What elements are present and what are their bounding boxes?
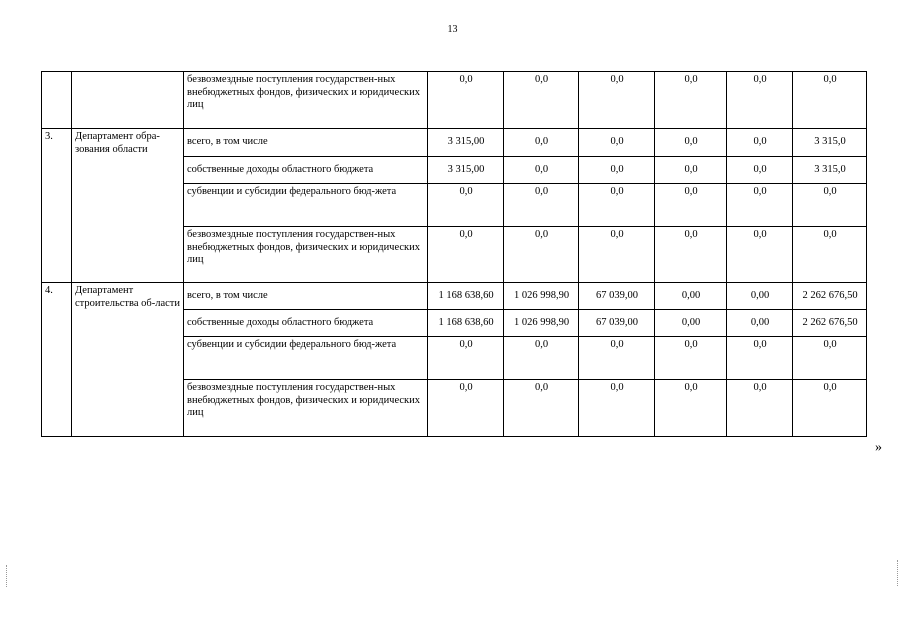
value-cell: 3 315,0 (793, 129, 867, 157)
value-cell: 0,0 (727, 129, 793, 157)
value-cell: 2 262 676,50 (793, 283, 867, 310)
value-cell: 0,0 (793, 227, 867, 283)
table-row (42, 72, 867, 129)
value-cell: 0,0 (727, 184, 793, 227)
source-cell: субвенции и субсидии федерального бюд-жета (184, 337, 428, 380)
table-row (42, 129, 867, 157)
value-cell: 0,0 (655, 184, 727, 227)
value-cell: 0,0 (579, 72, 655, 129)
value-cell: 0,0 (655, 72, 727, 129)
value-cell: 0,00 (727, 283, 793, 310)
index-cell: 3. (42, 129, 72, 283)
value-cell: 0,0 (727, 337, 793, 380)
value-cell: 0,0 (504, 380, 579, 437)
value-cell: 0,00 (655, 310, 727, 337)
closing-quote: » (875, 440, 882, 455)
value-cell: 67 039,00 (579, 310, 655, 337)
source-cell: безвозмездные поступления государствен-ных внебюджетных фондов, физических и юридических лиц (184, 227, 428, 283)
value-cell: 1 026 998,90 (504, 310, 579, 337)
source-cell: безвозмездные поступления государствен-ных внебюджетных фондов, физических и юридических лиц (184, 72, 428, 129)
value-cell: 0,0 (504, 157, 579, 184)
scan-edge-right (897, 560, 899, 586)
scan-edge-left (6, 565, 8, 587)
value-cell: 0,00 (727, 310, 793, 337)
value-cell: 0,0 (428, 380, 504, 437)
source-cell: собственные доходы областного бюджета (184, 310, 428, 337)
source-cell: безвозмездные поступления государствен-ных внебюджетных фондов, физических и юридических лиц (184, 380, 428, 437)
page-number: 13 (447, 24, 458, 35)
value-cell: 0,0 (727, 380, 793, 437)
value-cell: 0,0 (579, 184, 655, 227)
value-cell: 1 168 638,60 (428, 310, 504, 337)
value-cell: 3 315,00 (428, 129, 504, 157)
value-cell: 0,0 (655, 337, 727, 380)
value-cell: 0,0 (579, 337, 655, 380)
value-cell: 3 315,00 (428, 157, 504, 184)
value-cell: 3 315,0 (793, 157, 867, 184)
value-cell: 0,0 (727, 72, 793, 129)
index-cell: 4. (42, 283, 72, 437)
value-cell: 0,00 (655, 283, 727, 310)
department-cell: Департамент обра-зования области (72, 129, 184, 283)
value-cell: 0,0 (655, 157, 727, 184)
value-cell: 0,0 (793, 380, 867, 437)
value-cell: 0,0 (655, 380, 727, 437)
source-cell: всего, в том числе (184, 283, 428, 310)
value-cell: 1 026 998,90 (504, 283, 579, 310)
value-cell: 67 039,00 (579, 283, 655, 310)
value-cell: 0,0 (428, 337, 504, 380)
value-cell: 0,0 (655, 129, 727, 157)
value-cell: 0,0 (428, 227, 504, 283)
department-cell: Департамент строительства об-ласти (72, 283, 184, 437)
value-cell: 0,0 (504, 129, 579, 157)
value-cell: 0,0 (579, 380, 655, 437)
value-cell: 0,0 (655, 227, 727, 283)
value-cell: 0,0 (428, 184, 504, 227)
source-cell: субвенции и субсидии федерального бюд-жета (184, 184, 428, 227)
department-cell (72, 72, 184, 129)
value-cell: 2 262 676,50 (793, 310, 867, 337)
value-cell: 0,0 (579, 129, 655, 157)
index-cell (42, 72, 72, 129)
value-cell: 0,0 (579, 157, 655, 184)
value-cell: 0,0 (793, 337, 867, 380)
value-cell: 0,0 (727, 227, 793, 283)
value-cell: 0,0 (428, 72, 504, 129)
table-row (42, 283, 867, 310)
value-cell: 0,0 (793, 72, 867, 129)
source-cell: всего, в том числе (184, 129, 428, 157)
value-cell: 0,0 (504, 72, 579, 129)
value-cell: 1 168 638,60 (428, 283, 504, 310)
source-cell: собственные доходы областного бюджета (184, 157, 428, 184)
value-cell: 0,0 (504, 184, 579, 227)
funding-table (41, 71, 867, 437)
value-cell: 0,0 (504, 227, 579, 283)
value-cell: 0,0 (504, 337, 579, 380)
value-cell: 0,0 (793, 184, 867, 227)
value-cell: 0,0 (579, 227, 655, 283)
value-cell: 0,0 (727, 157, 793, 184)
